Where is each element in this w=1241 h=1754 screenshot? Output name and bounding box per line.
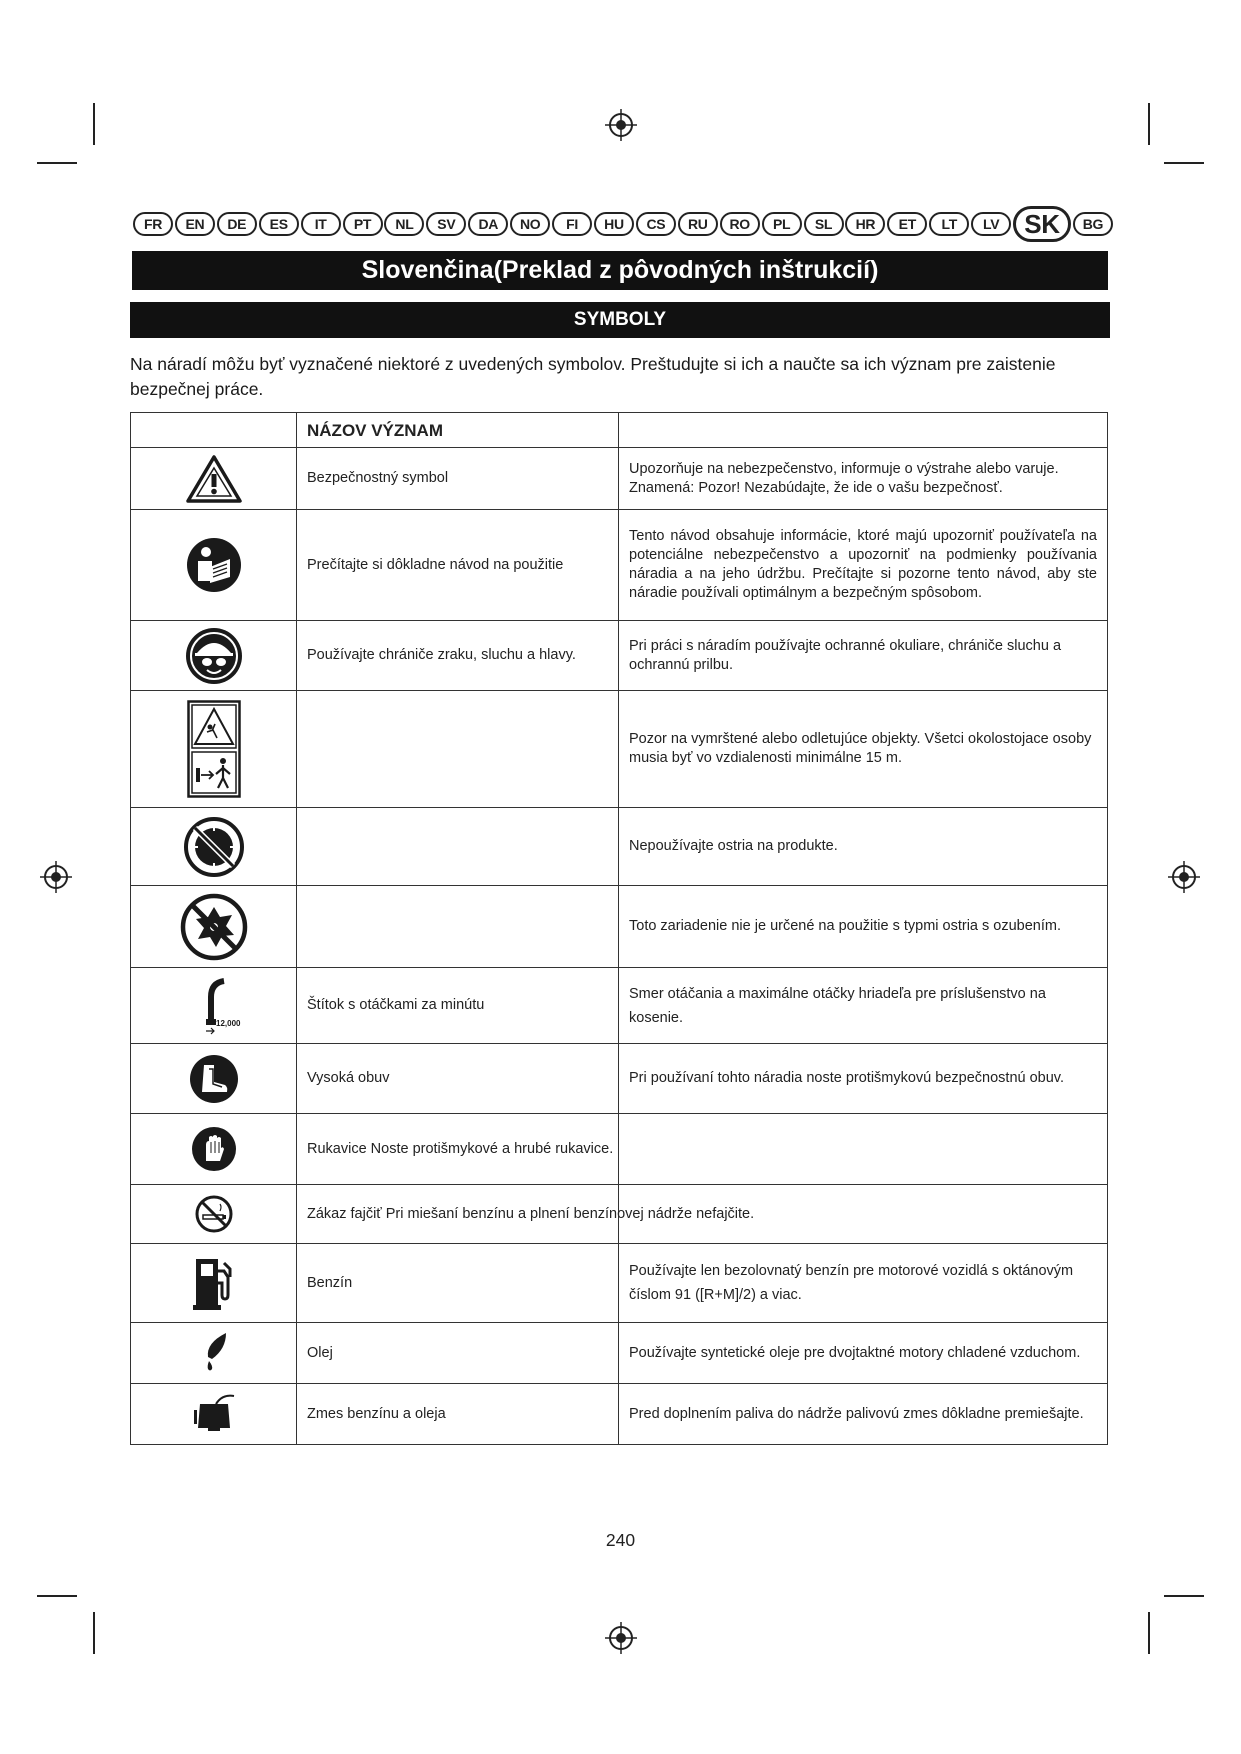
crop-mark	[37, 1595, 77, 1597]
symbol-meaning-text: Toto zariadenie nie je určené na použitie s typmi ostria s ozubením.	[629, 918, 1062, 934]
registration-mark-icon	[604, 108, 638, 142]
crop-mark	[1164, 162, 1204, 164]
crop-mark	[1164, 1595, 1204, 1597]
table-row	[131, 1244, 1108, 1323]
table-row	[131, 1044, 1108, 1114]
symbols-table	[130, 412, 1108, 1445]
symbol-meaning: Pred doplnením paliva do nádrže palivovú zmes dôkladne premiešajte.	[619, 1384, 1108, 1445]
language-badge: HU	[594, 212, 634, 236]
intro-paragraph: Na náradí môžu byť vyznačené niektoré z uvedených symbolov. Preštudujte si ich a naučte sa ich význam pre zaistenie bezpečnej práce.	[130, 354, 1056, 399]
language-badge: DE	[217, 212, 257, 236]
fuel-mix-can-icon	[188, 1392, 240, 1436]
language-badge: SL	[804, 212, 844, 236]
language-badge: LV	[971, 212, 1011, 236]
eye-ear-head-protection-icon	[185, 627, 243, 685]
language-badge: DA	[468, 212, 508, 236]
symbol-name: Prečítajte si dôkladne návod na použitie	[297, 510, 619, 621]
language-badge-active: SK	[1013, 206, 1071, 242]
table-row	[131, 968, 1108, 1044]
rpm-value: 12,000	[215, 1018, 240, 1028]
symbol-name-text: Rukavice Noste protišmykové a hrubé rukavice.	[307, 1140, 614, 1157]
table-row	[131, 691, 1108, 808]
table-row	[131, 621, 1108, 691]
oil-drop-icon	[196, 1329, 232, 1377]
symbol-name	[297, 1185, 755, 1244]
symbol-meaning: Používajte syntetické oleje pre dvojtaktné motory chladené vzduchom.	[619, 1323, 1108, 1384]
table-row	[131, 1185, 1108, 1244]
language-badge: ES	[259, 212, 299, 236]
language-badge: RU	[678, 212, 718, 236]
symbol-name: Benzín	[297, 1244, 619, 1323]
crop-mark	[1148, 103, 1150, 145]
language-badge: PL	[762, 212, 802, 236]
crop-mark	[1148, 1612, 1150, 1654]
language-badge: ET	[887, 212, 927, 236]
header-meaning-cell	[619, 413, 1108, 448]
language-badge: NL	[384, 212, 424, 236]
symbol-name	[297, 886, 619, 968]
symbol-meaning: Nepoužívajte ostria na produkte.	[619, 808, 1108, 886]
symbol-cell	[131, 448, 297, 510]
section-heading: SYMBOLY	[130, 302, 1110, 338]
symbol-cell	[131, 1044, 297, 1114]
language-badge: CS	[636, 212, 676, 236]
symbol-meaning: Používajte len bezolovnatý benzín pre motorové vozidlá s oktánovým číslom 91 ([R+M]/2) a viac.	[619, 1244, 1108, 1323]
fuel-pump-icon	[192, 1255, 236, 1311]
table-header-row	[131, 413, 1108, 448]
language-badge: LT	[929, 212, 969, 236]
language-badge: BG	[1073, 212, 1113, 236]
crop-mark	[93, 1612, 95, 1654]
symbol-meaning: Pri práci s náradím používajte ochranné okuliare, chrániče sluchu a ochrannú prilbu.	[619, 621, 1108, 691]
symbol-name: Štítok s otáčkami za minútu	[297, 968, 619, 1044]
language-badge: PT	[343, 212, 383, 236]
language-badge: NO	[510, 212, 550, 236]
symbol-cell	[131, 1323, 297, 1384]
symbol-cell	[131, 1114, 297, 1185]
symbol-meaning: Tento návod obsahuje informácie, ktoré majú upozorniť používateľa na potenciálne nebezpečenstvo a upozorniť na podmienky používania náradia a na jeho údržbu. Prečítajte si pozorne tento návod, aby ste náradie používali optimálnym a bezpečným spôsobom.	[619, 510, 1108, 621]
crop-mark	[93, 103, 95, 145]
thrown-objects-distance-icon	[187, 700, 241, 798]
page-title: Slovenčina(Preklad z pôvodných inštrukcií)	[132, 251, 1108, 290]
read-manual-icon	[186, 537, 242, 593]
symbol-name: Zmes benzínu a oleja	[297, 1384, 619, 1445]
gloves-icon	[191, 1126, 237, 1172]
symbol-name: Vysoká obuv	[297, 1044, 619, 1114]
symbol-meaning: Pri používaní tohto náradia noste protišmykovú bezpečnostnú obuv.	[619, 1044, 1108, 1114]
rpm-label-icon	[184, 975, 244, 1037]
no-smoking-icon	[194, 1194, 234, 1234]
language-badge: SV	[426, 212, 466, 236]
symbol-name	[297, 808, 619, 886]
language-badge: IT	[301, 212, 341, 236]
symbol-cell	[131, 808, 297, 886]
symbol-cell	[131, 510, 297, 621]
table-row	[131, 510, 1108, 621]
registration-mark-icon	[604, 1621, 638, 1655]
symbol-cell	[131, 968, 297, 1044]
registration-mark-icon	[39, 860, 73, 894]
no-toothed-blade-icon	[180, 893, 248, 961]
symbol-name: Bezpečnostný symbol	[297, 448, 619, 510]
registration-mark-icon	[1167, 860, 1201, 894]
no-blades-icon	[184, 817, 244, 877]
language-badge: FI	[552, 212, 592, 236]
warning-triangle-icon	[185, 454, 243, 504]
symbol-name-text: Zákaz fajčiť Pri miešaní benzínu a plnení benzínovej nádrže nefajčite.	[307, 1205, 755, 1222]
symbol-name	[297, 1114, 619, 1185]
symbol-meaning: Smer otáčania a maximálne otáčky hriadeľa pre príslušenstvo na kosenie.	[619, 968, 1108, 1044]
table-row	[131, 886, 1108, 968]
symbol-cell	[131, 1384, 297, 1445]
symbol-meaning	[619, 1114, 1108, 1185]
symbol-name: Používajte chrániče zraku, sluchu a hlavy.	[297, 621, 619, 691]
symbol-meaning: Pozor na vymrštené alebo odletujúce objekty. Všetci okolostojace osoby musia byť vo vzdialenosti minimálne 15 m.	[619, 691, 1108, 808]
crop-mark	[37, 162, 77, 164]
symbol-cell	[131, 1185, 297, 1244]
language-badge: FR	[133, 212, 173, 236]
language-badge: HR	[845, 212, 885, 236]
header-icon-cell	[131, 413, 297, 448]
table-row	[131, 1114, 1108, 1185]
safety-boots-icon	[189, 1054, 239, 1104]
language-bar	[133, 206, 1113, 242]
header-name-cell: NÁZOV VÝZNAM	[297, 413, 619, 448]
page-number: 240	[605, 1530, 636, 1550]
symbol-name: Olej	[297, 1323, 619, 1384]
symbol-cell	[131, 1244, 297, 1323]
table-row	[131, 1323, 1108, 1384]
symbol-meaning: Upozorňuje na nebezpečenstvo, informuje o výstrahe alebo varuje. Znamená: Pozor! Nezabúdajte, že ide o vašu bezpečnosť.	[619, 448, 1108, 510]
language-badge: EN	[175, 212, 215, 236]
table-row	[131, 1384, 1108, 1445]
symbol-cell	[131, 621, 297, 691]
language-badge: RO	[720, 212, 760, 236]
table-row	[131, 808, 1108, 886]
table-row	[131, 448, 1108, 510]
symbol-cell	[131, 886, 297, 968]
symbol-meaning	[619, 886, 1108, 968]
symbol-cell	[131, 691, 297, 808]
symbol-name	[297, 691, 619, 808]
